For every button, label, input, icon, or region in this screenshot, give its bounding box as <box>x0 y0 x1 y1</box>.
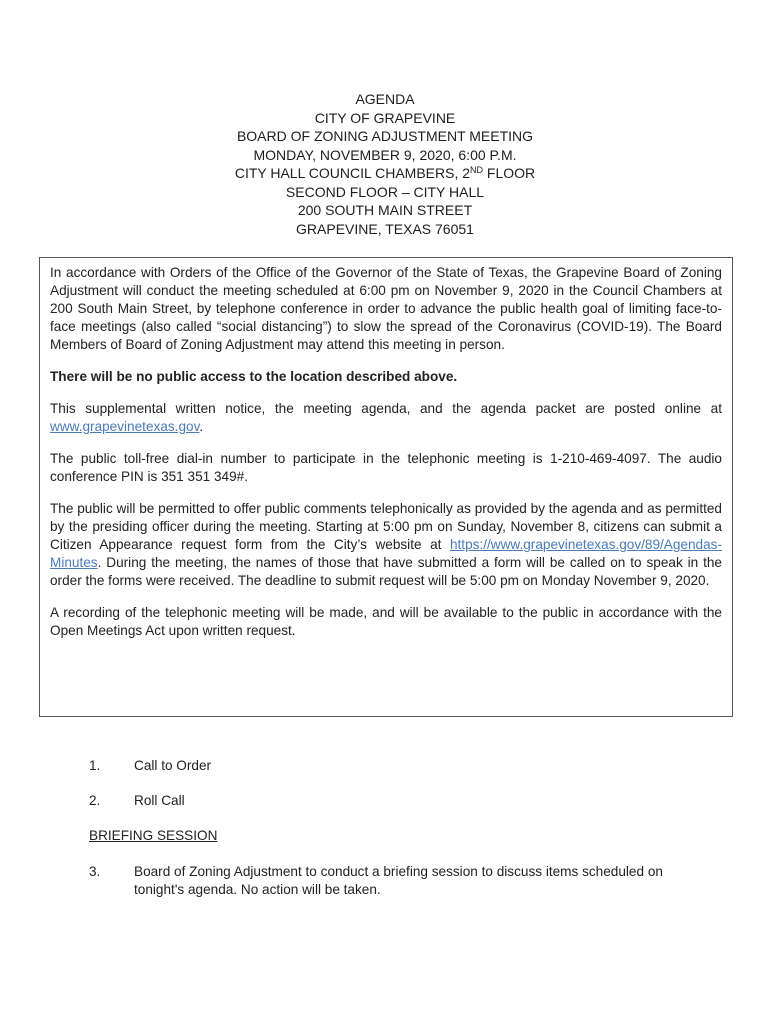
agenda-item <box>89 792 689 810</box>
notice-paragraph-recording: A recording of the telephonic meeting will be made, and will be available to the public in accordance with the Open Meetings Act upon written request. <box>50 605 722 638</box>
covid-notice-box <box>39 257 733 717</box>
agenda-item-number: 1. <box>89 758 101 773</box>
notice-paragraph-dial-in: The public toll-free dial-in number to participate in the telephonic meeting is 1-210-469-4097. The audio conference PIN is 351 351 349#. <box>50 451 722 484</box>
header-meeting-name: BOARD OF ZONING ADJUSTMENT MEETING <box>236 128 534 144</box>
section-title-briefing-session: BRIEFING SESSION <box>89 828 218 843</box>
notice-paragraph-public-comments: The public will be permitted to offer public comments telephonically as provided by the agenda and as permitted by the presiding officer during the meeting. Starting at 5:00 pm on Sunday, November 8, citizens can submit a Citizen Appearance request form from the City’s website at https://www.grapevinetexas.gov/89/Agendas-Minutes. During the meeting, the names of those that have submitted a form will be called on to speak in the order the forms were received. The deadline to submit request will be 5:00 pm on Monday November 9, 2020. <box>50 501 722 588</box>
agenda-item-text: Board of Zoning Adjustment to conduct a briefing session to discuss items scheduled on tonight's agenda. No action will be taken. <box>134 864 663 897</box>
header-location: CITY HALL COUNCIL CHAMBERS, 2ND FLOOR <box>234 165 536 181</box>
website-link[interactable]: www.grapevinetexas.gov <box>50 419 200 434</box>
agenda-item <box>89 757 689 775</box>
agendas-minutes-link[interactable]: https://www.grapevinetexas.gov/89/Agendas-Minutes <box>50 537 722 570</box>
notice-paragraph-posted-online: This supplemental written notice, the meeting agenda, and the agenda packet are posted online at www.grapevinetexas.gov. <box>50 401 722 434</box>
header-title: AGENDA <box>355 91 415 107</box>
header-street: 200 SOUTH MAIN STREET <box>297 202 473 218</box>
agenda-item-text: Call to Order <box>134 758 212 773</box>
agenda-header <box>0 90 770 238</box>
header-floor: SECOND FLOOR – CITY HALL <box>285 183 485 200</box>
agenda-item-number: 2. <box>89 793 101 808</box>
agenda-item-number: 3. <box>89 864 101 879</box>
header-date-time: MONDAY, NOVEMBER 9, 2020, 6:00 P.M. <box>253 146 517 163</box>
agenda-item-text: Roll Call <box>134 793 185 808</box>
header-city-state-zip: GRAPEVINE, TEXAS 76051 <box>296 220 474 237</box>
header-city: CITY OF GRAPEVINE <box>314 109 456 126</box>
agenda-item <box>89 863 689 899</box>
agenda-items <box>89 757 689 916</box>
notice-no-public-access: There will be no public access to the location described above. <box>50 369 458 384</box>
notice-paragraph-governor-orders: In accordance with Orders of the Office of the Governor of the State of Texas, the Grapevine Board of Zoning Adjustment will conduct the meeting scheduled at 6:00 pm on November 9, 2020 in the Council Chambers at 200 South Main Street, by telephone conference in order to advance the public health goal of limiting face-to-face meetings (also called “social distancing”) to slow the spread of the Coronavirus (COVID-19). The Board Members of Board of Zoning Adjustment may attend this meeting in person. <box>50 265 722 352</box>
